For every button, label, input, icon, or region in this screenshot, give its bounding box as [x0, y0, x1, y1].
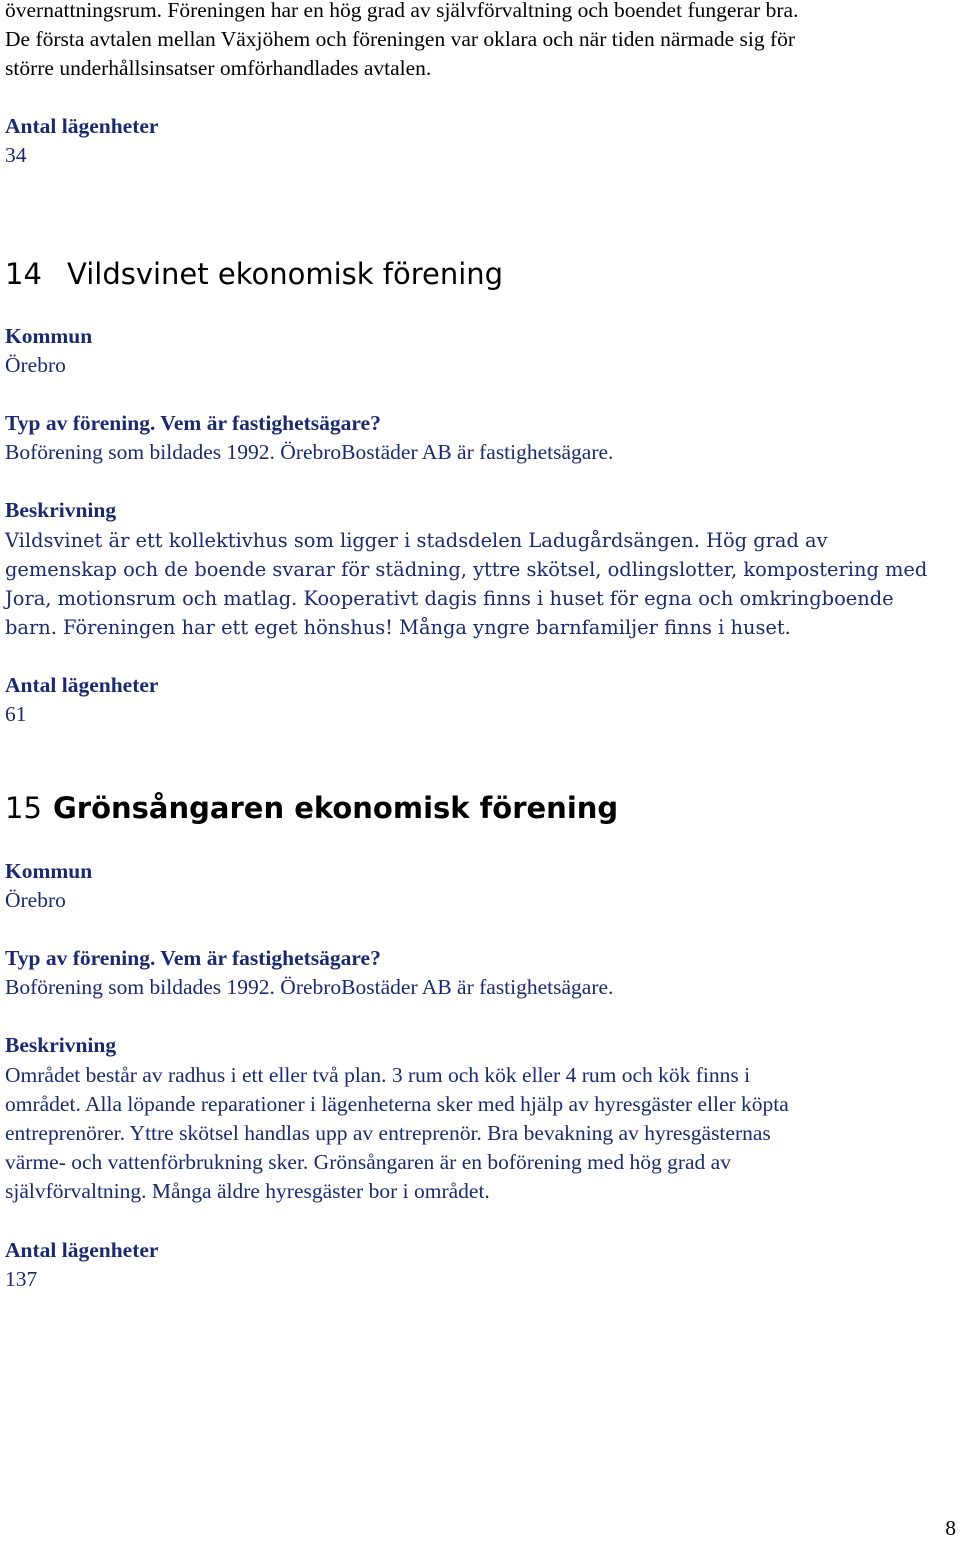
section-14-typ-value: Boförening som bildades 1992. ÖrebroBostäder AB är fastighetsägare.	[5, 440, 614, 464]
section-title: Grönsångaren ekonomisk förening	[53, 791, 619, 825]
section-14-kommun-value: Örebro	[5, 353, 66, 377]
section-15-beskrivning-line-5: självförvaltning. Många äldre hyresgäster bor i området.	[5, 1179, 490, 1203]
section-15-antal-value: 137	[5, 1267, 38, 1291]
section-15-antal-label: Antal lägenheter	[5, 1238, 159, 1262]
section-15-beskrivning-label: Beskrivning	[5, 1033, 117, 1057]
section-14-beskrivning-line-3: Jora, motionsrum och matlag. Kooperativt dagis finns i huset för egna och omkringboende	[5, 587, 894, 610]
section-14-antal-value: 61	[5, 702, 27, 726]
section-15-kommun-value: Örebro	[5, 888, 66, 912]
section-number: 15	[5, 791, 42, 825]
intro-line-2: De första avtalen mellan Växjöhem och föreningen var oklara och när tiden närmade sig för	[5, 27, 796, 51]
section-14-antal-label: Antal lägenheter	[5, 673, 159, 697]
section-15-beskrivning-line-4: värme- och vattenförbrukning sker. Grönsångaren är en boförening med hög grad av	[5, 1150, 731, 1174]
intro-antal-value: 34	[5, 143, 27, 167]
section-15-heading	[5, 790, 618, 826]
section-15-kommun-label: Kommun	[5, 859, 93, 883]
section-14-heading	[5, 256, 503, 292]
intro-line-1: övernattningsrum. Föreningen har en hög grad av självförvaltning och boendet fungerar bra.	[5, 0, 799, 22]
section-15-typ-value: Boförening som bildades 1992. ÖrebroBostäder AB är fastighetsägare.	[5, 975, 614, 999]
section-14-kommun-label: Kommun	[5, 324, 93, 348]
section-14-beskrivning-line-2: gemenskap och de boende svarar för städning, yttre skötsel, odlingslotter, kompostering med	[5, 558, 928, 581]
section-14-typ-label: Typ av förening. Vem är fastighetsägare?	[5, 411, 381, 435]
intro-antal-label: Antal lägenheter	[5, 114, 159, 138]
section-number: 14	[5, 257, 42, 291]
section-14-beskrivning-line-4: barn. Föreningen har ett eget hönshus! Många yngre barnfamiljer finns i huset.	[5, 616, 791, 639]
section-15-typ-label: Typ av förening. Vem är fastighetsägare?	[5, 946, 381, 970]
section-15-beskrivning-line-2: området. Alla löpande reparationer i lägenheterna sker med hjälp av hyresgäster eller köpta	[5, 1092, 789, 1116]
section-14-beskrivning-line-1: Vildsvinet är ett kollektivhus som ligger i stadsdelen Ladugårdsängen. Hög grad av	[5, 529, 828, 552]
section-14-beskrivning-label: Beskrivning	[5, 498, 117, 522]
section-15-beskrivning-line-3: entreprenörer. Yttre skötsel handlas upp av entreprenör. Bra bevakning av hyresgästernas	[5, 1121, 771, 1145]
intro-line-3: större underhållsinsatser omförhandlades avtalen.	[5, 56, 432, 80]
page-number: 8	[945, 1516, 956, 1540]
section-title: Vildsvinet ekonomisk förening	[67, 257, 504, 291]
section-15-beskrivning-line-1: Området består av radhus i ett eller två plan. 3 rum och kök eller 4 rum och kök finns i	[5, 1063, 751, 1087]
